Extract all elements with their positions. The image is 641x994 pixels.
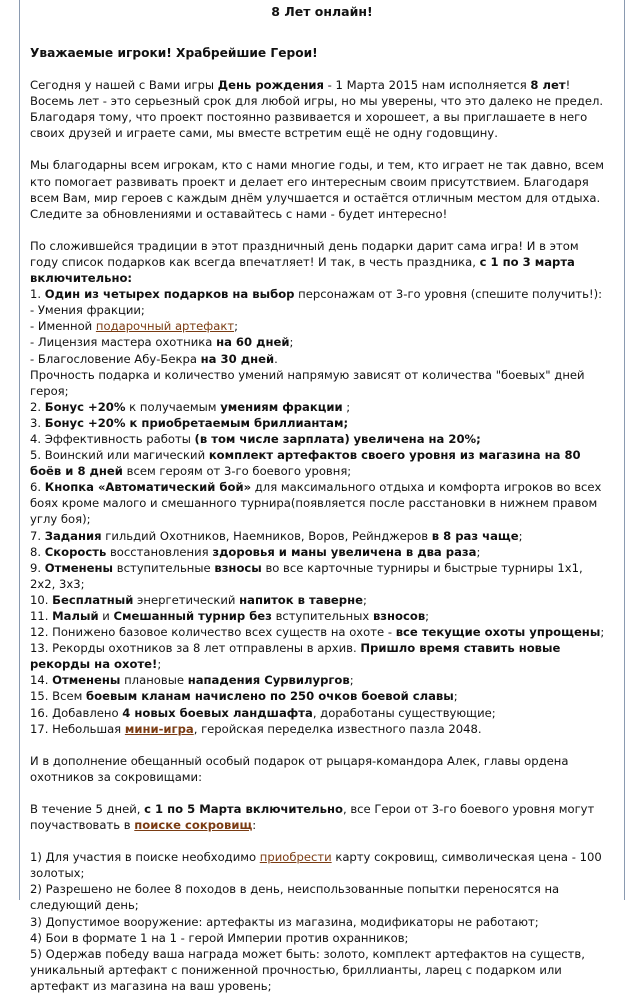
gift-option-artifact: - Именной подарочный артефакт; bbox=[30, 319, 238, 334]
gift-item-11: 11. Малый и Смешанный турнир без вступительных взносов; bbox=[30, 609, 430, 623]
gift-option-skills: - Умения фракции; bbox=[30, 303, 145, 318]
rule-5: 5) Одержав победу ваша награда может быть: золото, комплект артефактов на существ, уникальный артефакт с пониженной прочностью, бриллианты, ларец с подарком или артефакт из магазина на ваш уровень; bbox=[30, 946, 585, 993]
gift-item-15: 15. Всем боевым кланам начислено по 250 очков боевой славы; bbox=[30, 689, 458, 704]
treasure-paragraph: В течение 5 дней, с 1 по 5 Марта включительно, все Герои от 3-го боевого уровня могут поучаствовать в поиске сокровищ: bbox=[30, 801, 595, 833]
gift-item-9: 9. Отменены вступительные взносы во все карточные турниры и быстрые турниры 1х1, 2х2, 3х3; bbox=[30, 560, 583, 591]
gift-item-2: 2. Бонус +20% к получаемым умениям фракции ; bbox=[30, 399, 351, 414]
gift-item-3: 3. Бонус +20% к приобретаемым бриллиантам; bbox=[30, 415, 349, 430]
gift-item-14: 14. Отменены плановые нападения Сурвилургов; bbox=[30, 673, 354, 688]
thanks-paragraph: Мы благодарны всем игрокам, кто с нами многие годы, и тем, кто играет не так давно, всем кто помогает развивать проект и делает его интересным своим присутствием. Благодаря всем Вам, мир героев с каждым днём улучшается и остаётся отличным местом для отдыха. Следите за обновлениями и оставайтесь с нами - будет интересно! bbox=[30, 158, 604, 221]
gift-item-7: 7. Задания гильдий Охотников, Наемников, Воров, Рейнджеров в 8 раз чаще; bbox=[30, 528, 523, 543]
news-body bbox=[30, 45, 610, 994]
gift-item-10: 10. Бесплатный энергетический напиток в таверне; bbox=[30, 592, 367, 607]
rule-2: 2) Разрешено не более 8 походов в день, неиспользованные попытки переносятся на следующий день; bbox=[30, 882, 560, 913]
gift-item-6: 6. Кнопка «Автоматический бой» для максимального отдыха и комфорта игроков во всех боях кроме малого и смешанного турнира(появляется после расстановки в нижнем правом углу боя); bbox=[30, 480, 602, 527]
news-frame bbox=[19, 0, 625, 993]
greeting: Уважаемые игроки! Храбрейшие Герои! bbox=[30, 46, 318, 60]
gift-artifact-link[interactable]: подарочный артефакт bbox=[95, 319, 235, 334]
extra-paragraph: И в дополнение обещанный особый подарок от рыцаря-командора Алек, главы ордена охотников за сокровищами: bbox=[30, 753, 569, 784]
gift-item-13: 13. Рекорды охотников за 8 лет отправлены в архив. Пришло время ставить новые рекорды на охоте!; bbox=[30, 641, 561, 672]
gift-option-blessing: - Благословение Абу-Бекра на 30 дней. bbox=[30, 351, 278, 366]
rule-3: 3) Допустимое вооружение: артефакты из магазина, модификаторы не работают; bbox=[30, 914, 539, 929]
gift-item-12: 12. Понижено базовое количество всех существ на охоте - все текущие охоты упрощены; bbox=[30, 625, 605, 640]
gift-option-license: - Лицензия мастера охотника на 60 дней; bbox=[30, 335, 294, 350]
tradition-paragraph: По сложившейся традиции в этот праздничный день подарки дарит сама игра! И в этом году список подарков как всегда впечатляет! И так, в честь праздника, с 1 по 3 марта включительно: bbox=[30, 238, 579, 286]
treasure-hunt-link[interactable]: поиске сокровищ bbox=[134, 818, 253, 833]
gift-item-8: 8. Скорость восстановления здоровья и маны увеличена в два раза; bbox=[30, 544, 481, 559]
mini-game-link[interactable]: мини-игра bbox=[124, 721, 194, 736]
buy-map-link[interactable]: приобрести bbox=[259, 850, 332, 865]
gift-item-17: 17. Небольшая мини-игра, геройская переделка известного пазла 2048. bbox=[30, 721, 482, 736]
gift-item-4: 4. Эффективность работы (в том числе зарплата) увеличена на 20%; bbox=[30, 431, 481, 446]
rule-4: 4) Бои в формате 1 на 1 - герой Империи против охранников; bbox=[30, 930, 409, 945]
gift-item-5: 5. Воинский или магический комплект артефактов своего уровня из магазина на 80 боёв и 8 дней всем героям от 3-го боевого уровня; bbox=[30, 448, 581, 479]
news-title: 8 Лет онлайн! bbox=[271, 4, 373, 19]
rule-1: 1) Для участия в поиске необходимо приобрести карту сокровищ, символическая цена - 100 золотых; bbox=[30, 850, 602, 881]
gift-item-16: 16. Добавлено 4 новых боевых ландшафта, доработаны существующие; bbox=[30, 705, 496, 720]
intro-paragraph: Сегодня у нашей с Вами игры День рождения - 1 Марта 2015 нам исполняется 8 лет! Восемь лет - это серьезный срок для любой игры, но мы уверены, что это далеко не предел. Благодаря тому, что проект постоянно развивается и хорошеет, а вы приглашаете в него своих друзей и играете сами, мы вместе встретим ещё не одну годовщину. bbox=[30, 78, 604, 141]
gift-note: Прочность подарка и количество умений напрямую зависят от количества "боевых" дней героя; bbox=[30, 367, 585, 398]
gift-item-1: 1. Один из четырех подарков на выбор персонажам от 3-го уровня (спешите получить!): bbox=[30, 287, 603, 302]
